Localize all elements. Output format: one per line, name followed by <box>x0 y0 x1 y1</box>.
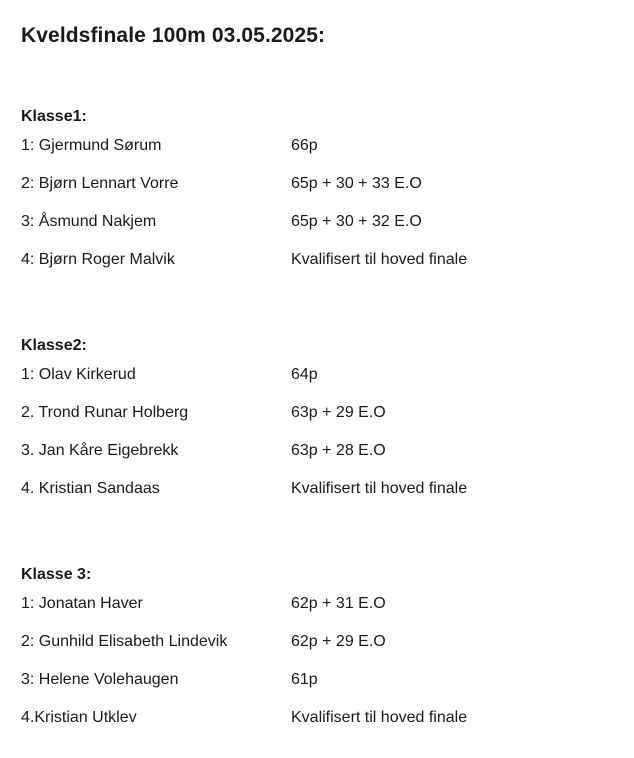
participant-result: Kvalifisert til hoved finale <box>291 480 468 497</box>
result-row <box>21 432 621 470</box>
result-row <box>21 203 621 241</box>
participant-name: 2. Trond Runar Holberg <box>21 404 189 421</box>
class-heading: Klasse 3: <box>21 566 92 583</box>
participant-result: 61p <box>291 671 318 688</box>
participant-result: 65p + 30 + 32 E.O <box>291 213 422 230</box>
participant-name: 3: Helene Volehaugen <box>21 671 179 688</box>
participant-name: 3: Åsmund Nakjem <box>21 213 157 230</box>
participant-result: 65p + 30 + 33 E.O <box>291 175 422 192</box>
participant-result: Kvalifisert til hoved finale <box>291 251 468 268</box>
page-title: Kveldsfinale 100m 03.05.2025: <box>21 24 326 47</box>
result-row <box>21 394 621 432</box>
result-row <box>21 470 621 508</box>
participant-name: 4: Bjørn Roger Malvik <box>21 251 175 268</box>
class-heading: Klasse1: <box>21 108 87 125</box>
class-section-3 <box>21 565 621 737</box>
result-row <box>21 241 621 279</box>
participant-name: 1: Jonatan Haver <box>21 595 143 612</box>
result-row <box>21 623 621 661</box>
participant-name: 4. Kristian Sandaas <box>21 480 160 497</box>
participant-result: 62p + 31 E.O <box>291 595 386 612</box>
participant-name: 1: Olav Kirkerud <box>21 366 136 383</box>
result-row <box>21 661 621 699</box>
result-row <box>21 165 621 203</box>
result-row <box>21 127 621 165</box>
participant-result: 63p + 29 E.O <box>291 404 386 421</box>
participant-name: 1: Gjermund Sørum <box>21 137 162 154</box>
participant-name: 2: Bjørn Lennart Vorre <box>21 175 179 192</box>
participant-result: 64p <box>291 366 318 383</box>
participant-name: 2: Gunhild Elisabeth Lindevik <box>21 633 228 650</box>
result-row <box>21 585 621 623</box>
participant-name: 4.Kristian Utklev <box>21 709 137 726</box>
result-row <box>21 356 621 394</box>
participant-name: 3. Jan Kåre Eigebrekk <box>21 442 179 459</box>
participant-result: 63p + 28 E.O <box>291 442 386 459</box>
participant-result: 66p <box>291 137 318 154</box>
class-section-1 <box>21 107 621 279</box>
participant-result: 62p + 29 E.O <box>291 633 386 650</box>
result-row <box>21 699 621 737</box>
class-section-2 <box>21 336 621 508</box>
class-heading: Klasse2: <box>21 337 87 354</box>
participant-result: Kvalifisert til hoved finale <box>291 709 468 726</box>
